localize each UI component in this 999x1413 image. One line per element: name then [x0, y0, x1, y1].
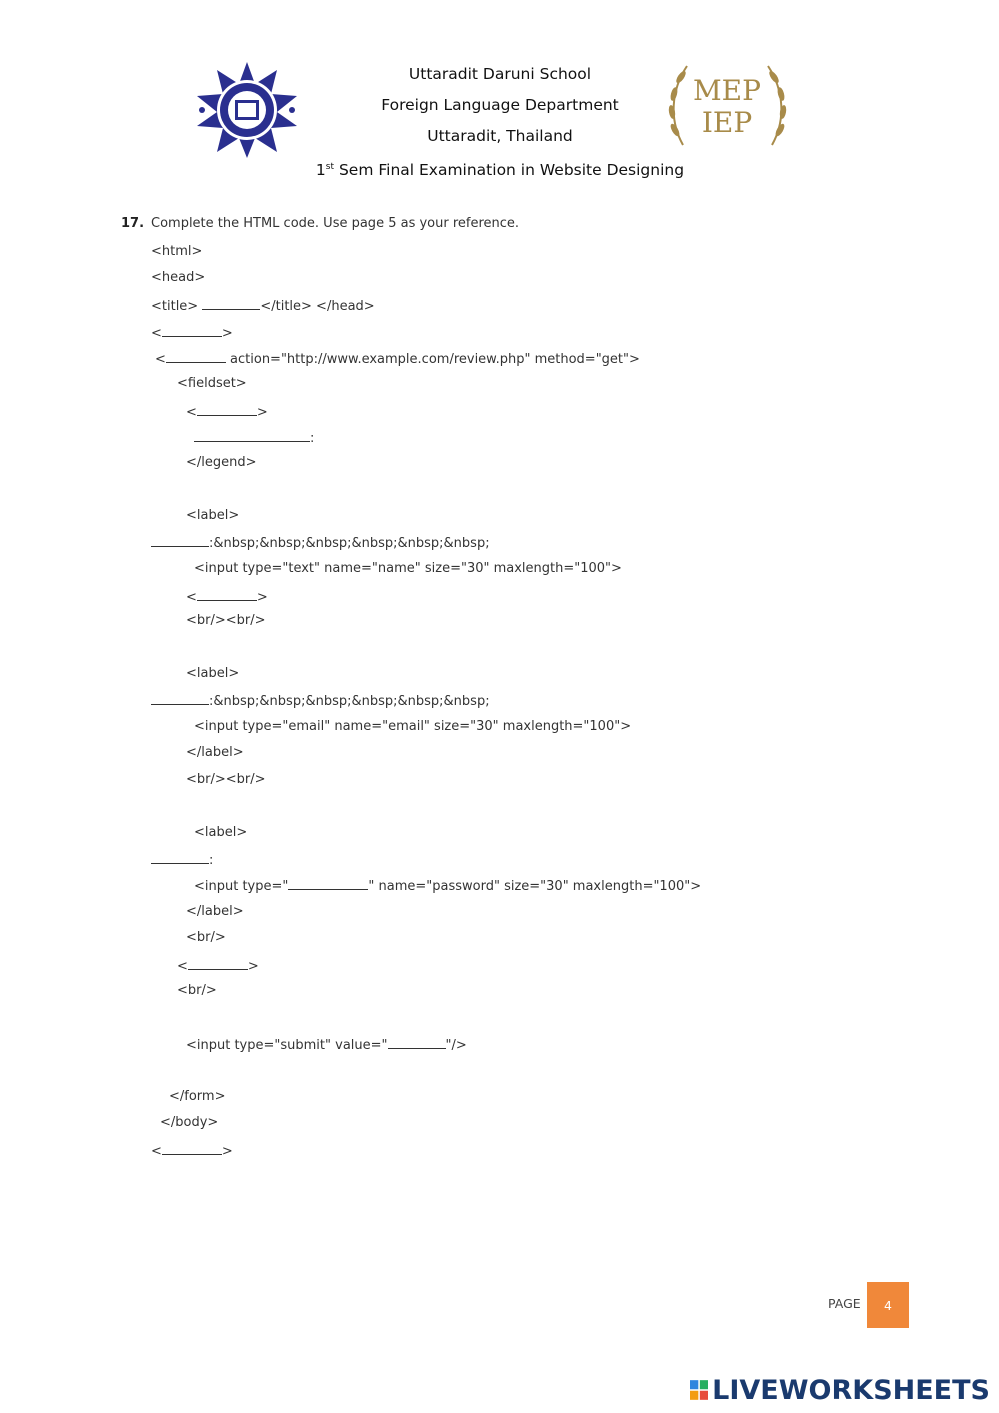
code-line-br: <br/>: [177, 983, 217, 998]
code-line-label-open: <label>: [186, 666, 240, 681]
document-header: [300, 62, 700, 186]
code-line-label-open: <label>: [194, 825, 248, 840]
code-line-label-close: </label>: [186, 745, 244, 760]
school-name: Uttaradit Daruni School: [408, 65, 592, 83]
department-name: Foreign Language Department: [381, 96, 619, 114]
answer-blank[interactable]: [288, 876, 368, 890]
code-line-fieldset-close-blank: < >: [177, 956, 259, 976]
school-seal-logo: [193, 60, 301, 160]
liveworksheets-logo: [690, 1372, 990, 1408]
mep-logo-text: MEP: [693, 74, 761, 107]
page-number-badge: 4: [867, 1282, 909, 1328]
code-line-legend-text: :: [194, 428, 314, 448]
code-line-submit: <input type="submit" value=" "/>: [186, 1035, 467, 1055]
code-line-legend-open: < >: [186, 402, 268, 422]
answer-blank[interactable]: [166, 349, 226, 363]
answer-blank[interactable]: [162, 1141, 222, 1155]
code-line-input-text: <input type="text" name="name" size="30" maxlength="100">: [194, 561, 622, 576]
question-instruction: Complete the HTML code. Use page 5 as your reference.: [151, 216, 520, 231]
liveworksheets-mark-icon: [690, 1377, 708, 1403]
code-line-body-open: < >: [151, 323, 233, 343]
answer-blank[interactable]: [188, 956, 248, 970]
answer-blank[interactable]: [162, 323, 222, 337]
answer-blank[interactable]: [197, 587, 257, 601]
code-line-br: <br/>: [186, 930, 226, 945]
code-line-form-close: </form>: [169, 1089, 226, 1104]
code-line-label-open: <label>: [186, 508, 240, 523]
code-line-label-close-blank: < >: [186, 587, 268, 607]
iep-logo-text: IEP: [701, 106, 753, 139]
code-line-brbr: <br/><br/>: [186, 613, 266, 628]
code-line-body-close: </body>: [160, 1115, 219, 1130]
code-line-name-label: :&nbsp;&nbsp;&nbsp;&nbsp;&nbsp;&nbsp;: [151, 533, 490, 553]
answer-blank[interactable]: [151, 850, 209, 864]
code-line-input-email: <input type="email" name="email" size="30" maxlength="100">: [194, 719, 632, 734]
page-label: PAGE: [828, 1296, 861, 1311]
code-line-form-open: < action="http://www.example.com/review.php" method="get">: [155, 349, 640, 369]
code-line-fieldset: <fieldset>: [177, 376, 247, 391]
question-number: 17.: [121, 216, 145, 231]
code-line-label-close: </label>: [186, 904, 244, 919]
answer-blank[interactable]: [151, 691, 209, 705]
code-line-title: <title> </title> </head>: [151, 296, 375, 316]
answer-blank[interactable]: [194, 428, 310, 442]
code-line-legend-close: </legend>: [186, 455, 257, 470]
answer-blank[interactable]: [202, 296, 260, 310]
code-line-brbr: <br/><br/>: [186, 772, 266, 787]
code-line-html-close-blank: < >: [151, 1141, 233, 1161]
code-line-head: <head>: [151, 270, 206, 285]
exam-title: 1st Sem Final Examination in Website Designing: [315, 161, 685, 180]
code-line-email-label: :&nbsp;&nbsp;&nbsp;&nbsp;&nbsp;&nbsp;: [151, 691, 490, 711]
code-line-password-label: :: [151, 850, 213, 870]
liveworksheets-brand-text: LIVEWORKSHEETS: [712, 1374, 990, 1406]
code-line-html: <html>: [151, 244, 203, 259]
answer-blank[interactable]: [388, 1035, 446, 1049]
answer-blank[interactable]: [151, 533, 209, 547]
code-line-input-password: <input type=" " name="password" size="30" maxlength="100">: [194, 876, 701, 896]
location: Uttaradit, Thailand: [427, 127, 573, 145]
answer-blank[interactable]: [197, 402, 257, 416]
